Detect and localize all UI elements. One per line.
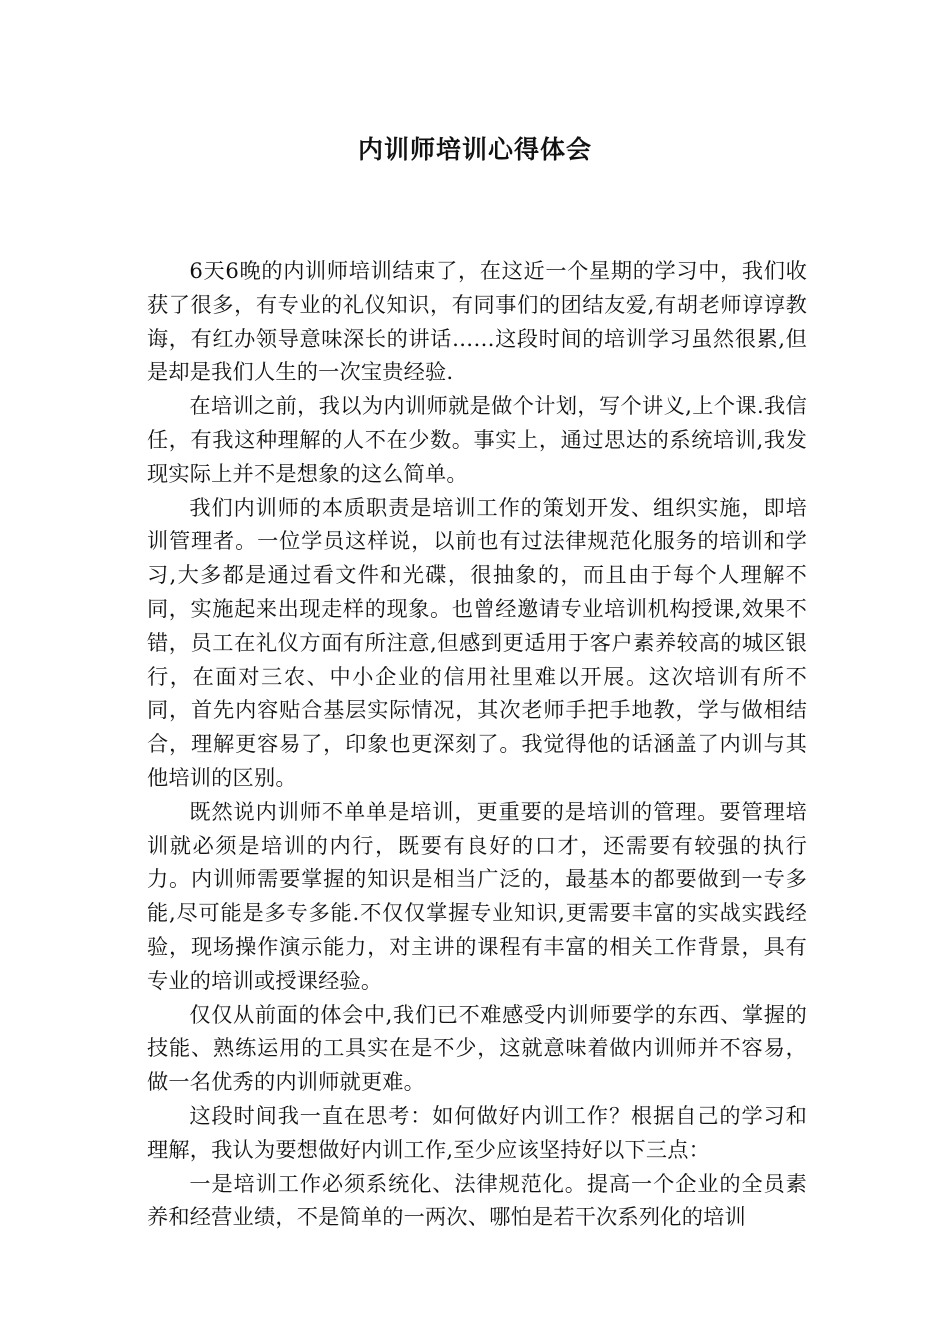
- paragraph-5: 仅仅从前面的体会中,我们已不难感受内训师要学的东西、掌握的技能、熟练运用的工具实在是不少，这就意味着做内训师并不容易，做一名优秀的内训师就更难。: [147, 1001, 807, 1095]
- paragraph-3: 我们内训师的本质职责是培训工作的策划开发、组织实施，即培训管理者。一位学员这样说，以前也有过法律规范化服务的培训和学习,大多都是通过看文件和光碟，很抽象的，而且由于每个人理解不同，实施起来出现走样的现象。也曾经邀请专业培训机构授课,效果不错，员工在礼仪方面有所注意,但感到更适用于客户素养较高的城区银行，在面对三农、中小企业的信用社里难以开展。这次培训有所不同，首先内容贴合基层实际情况，其次老师手把手地教，学与做相结合，理解更容易了，印象也更深刻了。我觉得他的话涵盖了内训与其他培训的区别。: [147, 494, 807, 790]
- document-body: [147, 254, 807, 1234]
- paragraph-4: 既然说内训师不单单是培训，更重要的是培训的管理。要管理培训就必须是培训的内行，既要有良好的口才，还需要有较强的执行力。内训师需要掌握的知识是相当广泛的，最基本的都要做到一专多能,尽可能是多专多能.不仅仅掌握专业知识,更需要丰富的实战实践经验，现场操作演示能力，对主讲的课程有丰富的相关工作背景，具有专业的培训或授课经验。: [147, 798, 807, 993]
- paragraph-2: 在培训之前，我以为内训师就是做个计划，写个讲义,上个课.我信任，有我这种理解的人不在少数。事实上，通过思达的系统培训,我发现实际上并不是想象的这么简单。: [147, 393, 807, 486]
- paragraph-1: 6天6晚的内训师培训结束了，在这近一个星期的学习中，我们收获了很多，有专业的礼仪知识，有同事们的团结友爱,有胡老师谆谆教诲，有红办领导意味深长的讲话……这段时间的培训学习虽然很累,但是却是我们人生的一次宝贵经验.: [147, 258, 807, 385]
- document-title: 内训师培训心得体会: [357, 135, 592, 164]
- paragraph-6: 这段时间我一直在思考：如何做好内训工作？根据自己的学习和理解，我认为要想做好内训工作,至少应该坚持好以下三点：: [147, 1102, 807, 1162]
- paragraph-7: 一是培训工作必须系统化、法律规范化。提高一个企业的全员素养和经营业绩，不是简单的一两次、哪怕是若干次系列化的培训: [147, 1170, 807, 1230]
